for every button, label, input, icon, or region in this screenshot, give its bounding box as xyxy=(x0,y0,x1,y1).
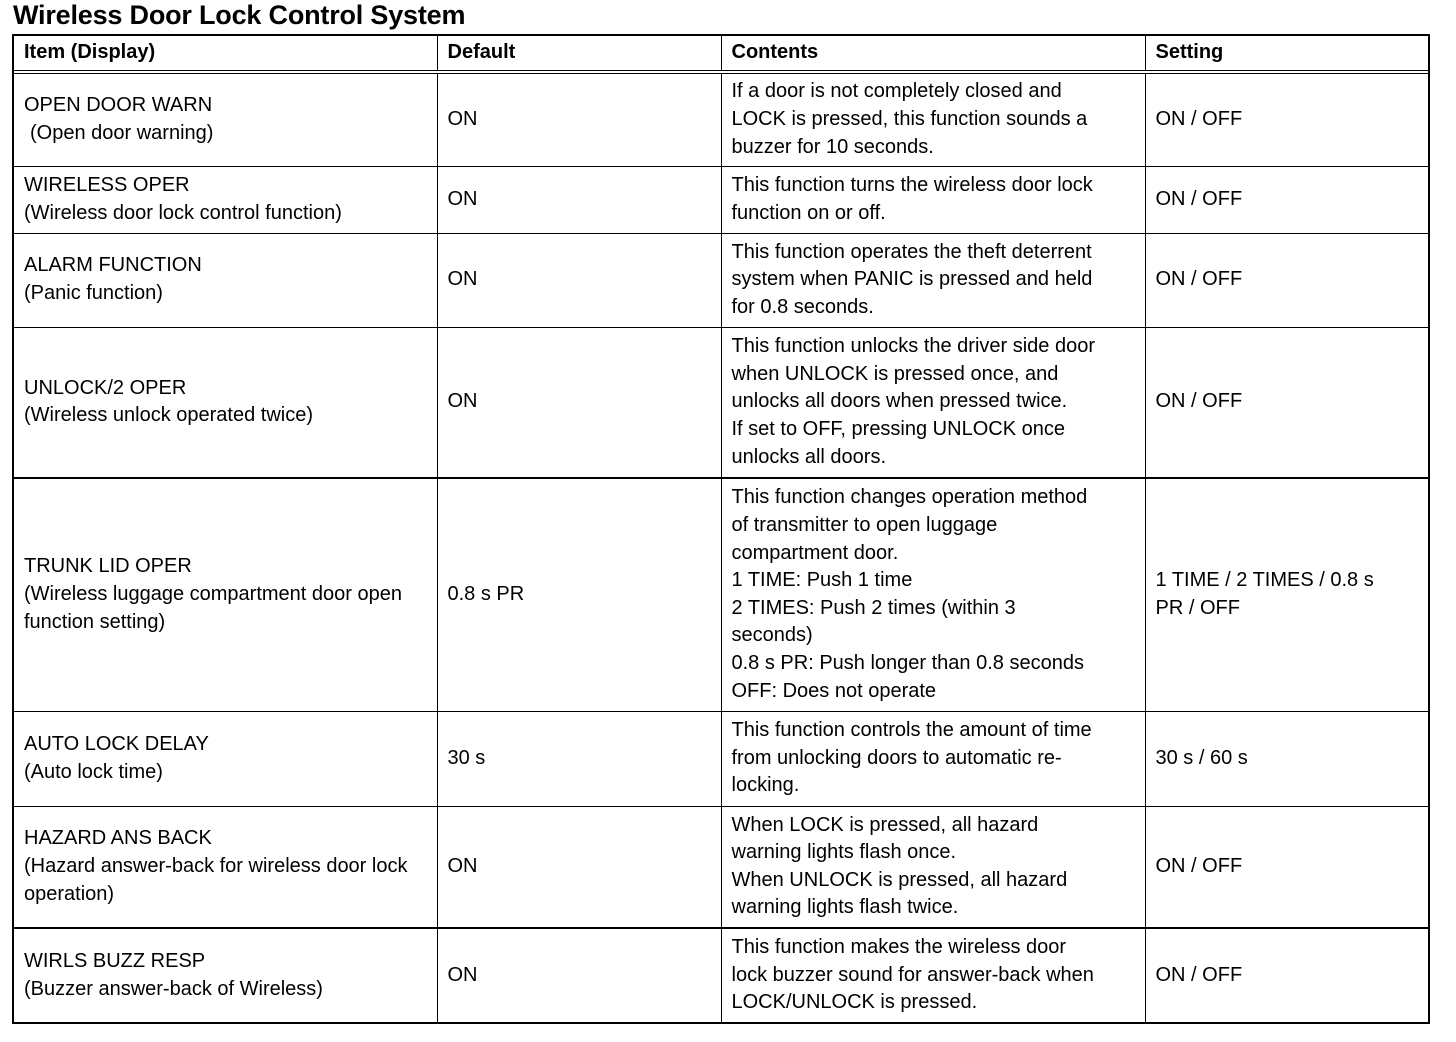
setting-line: ON / OFF xyxy=(1155,390,1243,413)
setting-cell xyxy=(1145,806,1428,928)
contents-line: When UNLOCK is pressed, all hazard xyxy=(731,868,1068,891)
item-description: (Panic function) xyxy=(24,282,163,304)
setting-cell xyxy=(1145,72,1428,166)
contents-line: warning lights flash twice. xyxy=(731,896,959,919)
item-cell xyxy=(14,928,437,1022)
setting-line: ON / OFF xyxy=(1155,107,1243,130)
setting-line: ON / OFF xyxy=(1155,854,1243,877)
setting-line: ON / OFF xyxy=(1155,963,1243,986)
contents-line: buzzer for 10 seconds. xyxy=(731,135,934,158)
item-cell xyxy=(14,478,437,711)
item-cell xyxy=(14,233,437,327)
contents-line: This function controls the amount of time xyxy=(731,719,1092,742)
default-cell: ON xyxy=(437,166,721,233)
header-item: Item (Display) xyxy=(14,36,437,72)
item-name: AUTO LOCK DELAY xyxy=(24,732,209,755)
contents-line: from unlocking doors to automatic re- xyxy=(731,746,1062,769)
item-description: (Auto lock time) xyxy=(24,760,163,783)
contents-line: seconds) xyxy=(731,624,813,647)
contents-cell xyxy=(721,806,1145,928)
setting-line: PR / OFF xyxy=(1155,596,1240,619)
page-title: Wireless Door Lock Control System xyxy=(13,0,466,30)
contents-line: compartment door. xyxy=(731,541,899,564)
contents-line: lock buzzer sound for answer-back when xyxy=(731,963,1094,986)
contents-line: locking. xyxy=(731,774,800,797)
contents-line: 0.8 s PR: Push longer than 0.8 seconds xyxy=(731,651,1084,674)
table-row xyxy=(14,711,1428,806)
contents-line: function on or off. xyxy=(731,201,886,224)
setting-line: 30 s / 60 s xyxy=(1155,746,1248,769)
item-name: HAZARD ANS BACK xyxy=(24,827,212,850)
contents-line: If set to OFF, pressing UNLOCK once xyxy=(731,418,1065,441)
contents-line: unlocks all doors. xyxy=(731,445,887,468)
table-row xyxy=(14,327,1428,478)
contents-line: for 0.8 seconds. xyxy=(731,295,874,318)
item-description: (Buzzer answer-back of Wireless) xyxy=(24,977,323,1000)
contents-cell xyxy=(721,72,1145,166)
header-default: Default xyxy=(437,36,721,72)
contents-cell xyxy=(721,928,1145,1022)
contents-line: OFF: Does not operate xyxy=(731,679,937,702)
contents-line: This function unlocks the driver side door xyxy=(731,335,1096,358)
default-cell: 30 s xyxy=(437,711,721,806)
item-name: TRUNK LID OPER xyxy=(24,555,192,578)
item-name: WIRLS BUZZ RESP xyxy=(24,949,206,972)
setting-line: 1 TIME / 2 TIMES / 0.8 s xyxy=(1155,569,1374,592)
contents-line: system when PANIC is pressed and held xyxy=(731,268,1093,291)
contents-line: If a door is not completely closed and xyxy=(731,80,1062,103)
setting-cell xyxy=(1145,711,1428,806)
item-description: (Wireless unlock operated twice) xyxy=(24,404,313,427)
contents-line: of transmitter to open luggage xyxy=(731,513,998,536)
header-setting: Setting xyxy=(1145,36,1428,72)
contents-cell xyxy=(721,233,1145,327)
setting-cell xyxy=(1145,233,1428,327)
contents-line: This function operates the theft deterrent xyxy=(731,240,1092,263)
default-cell: 0.8 s PR xyxy=(437,478,721,711)
contents-line: warning lights flash once. xyxy=(731,841,957,864)
item-cell xyxy=(14,327,437,478)
item-name: WIRELESS OPER xyxy=(24,173,190,196)
contents-line: 2 TIMES: Push 2 times (within 3 xyxy=(731,596,1016,619)
item-cell xyxy=(14,72,437,166)
header-contents: Contents xyxy=(721,36,1145,72)
contents-line: LOCK is pressed, this function sounds a xyxy=(731,107,1088,130)
setting-cell xyxy=(1145,166,1428,233)
contents-cell xyxy=(721,478,1145,711)
contents-line: LOCK/UNLOCK is pressed. xyxy=(731,991,978,1014)
default-cell: ON xyxy=(437,233,721,327)
item-name: ALARM FUNCTION xyxy=(24,254,202,277)
default-cell: ON xyxy=(437,72,721,166)
item-cell xyxy=(14,166,437,233)
default-cell: ON xyxy=(437,327,721,478)
contents-line: This function changes operation method xyxy=(731,486,1088,509)
contents-line: This function turns the wireless door lock xyxy=(731,173,1093,196)
default-cell: ON xyxy=(437,806,721,928)
setting-cell xyxy=(1145,478,1428,711)
contents-line: This function makes the wireless door xyxy=(731,936,1067,959)
default-cell: ON xyxy=(437,928,721,1022)
contents-line: when UNLOCK is pressed once, and xyxy=(731,362,1059,385)
contents-cell xyxy=(721,166,1145,233)
setting-cell xyxy=(1145,928,1428,1022)
settings-table-container xyxy=(12,34,1430,1024)
table-body xyxy=(14,72,1428,1022)
contents-line: When LOCK is pressed, all hazard xyxy=(731,813,1039,836)
table-row xyxy=(14,478,1428,711)
setting-line: ON / OFF xyxy=(1155,187,1243,210)
item-cell xyxy=(14,711,437,806)
item-cell xyxy=(14,806,437,928)
item-description: (Hazard answer-back for wireless door lock operation) xyxy=(24,854,408,905)
contents-line: unlocks all doors when pressed twice. xyxy=(731,390,1068,413)
table-row xyxy=(14,72,1428,166)
contents-cell xyxy=(721,711,1145,806)
settings-table xyxy=(14,36,1428,1022)
item-description: (Wireless luggage compartment door open function setting) xyxy=(24,582,402,633)
setting-line: ON / OFF xyxy=(1155,268,1243,291)
contents-line: 1 TIME: Push 1 time xyxy=(731,569,913,592)
table-row xyxy=(14,233,1428,327)
table-row xyxy=(14,166,1428,233)
setting-cell xyxy=(1145,327,1428,478)
item-description: (Wireless door lock control function) xyxy=(24,201,342,224)
item-name: OPEN DOOR WARN xyxy=(24,94,213,117)
table-row xyxy=(14,806,1428,928)
header-row xyxy=(14,36,1428,72)
contents-cell xyxy=(721,327,1145,478)
item-name: UNLOCK/2 OPER xyxy=(24,376,187,399)
table-row xyxy=(14,928,1428,1022)
item-description: (Open door warning) xyxy=(30,121,214,144)
